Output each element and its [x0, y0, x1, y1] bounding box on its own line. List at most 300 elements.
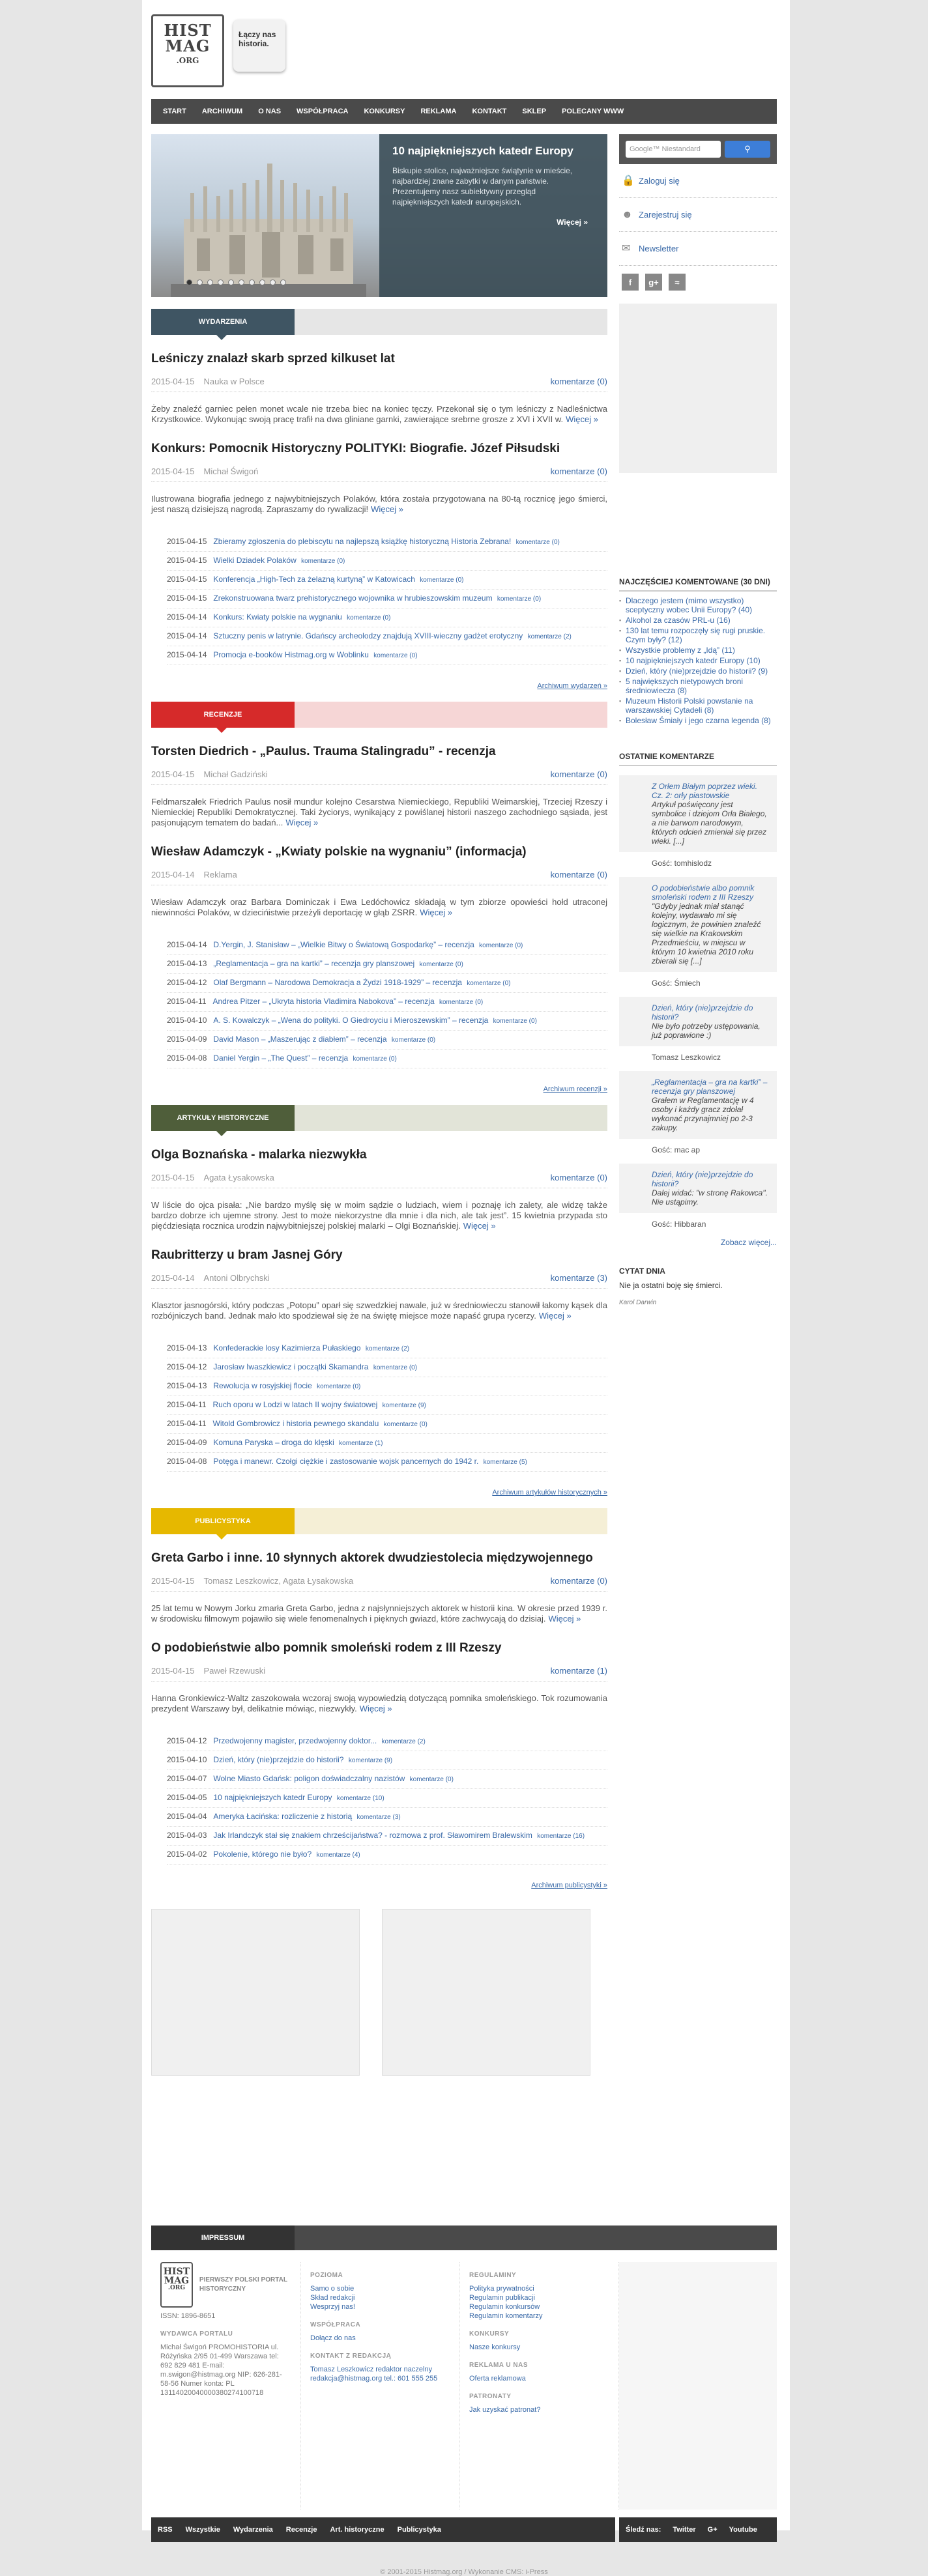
nav-item[interactable]: ARCHIWUM: [201, 107, 243, 115]
register-link[interactable]: [619, 198, 777, 232]
article-meta: [151, 1666, 607, 1682]
list-link[interactable]: Sztuczny penis w latrynie. Gdańscy archeolodzy znajdują XVIII-wieczny gadżet erotyczny: [213, 631, 523, 640]
list-comments[interactable]: komentarze (0): [353, 1055, 397, 1063]
comment-box: [619, 1071, 777, 1139]
list-comments[interactable]: komentarze (0): [439, 999, 484, 1006]
excerpt-text: Klasztor jasnogórski, który podczas „Potopu” oparł się szwedzkiej nawale, już w średniowieczu stanowił łakomy kąsek dla rozbójniczych band. Jednak mało kto spodziewał się że na świętę miejsce może napaść grupa rycerzy.: [151, 1300, 607, 1321]
footer-link[interactable]: Regulamin konkursów: [469, 2303, 540, 2311]
list-link[interactable]: 10 najpiękniejszych katedr Europy: [213, 1793, 332, 1802]
see-more-link[interactable]: Zobacz więcej...: [720, 1238, 777, 1247]
article-title[interactable]: O podobieństwie albo pomnik smoleński rodem z III Rzeszy: [151, 1641, 502, 1655]
most-commented-item[interactable]: ▪ Dlaczego jestem (mimo wszystko) sceptyczny wobec Unii Europy? (40): [619, 595, 777, 615]
article-meta: [151, 870, 607, 885]
nav-item[interactable]: POLECANY WWW: [562, 107, 624, 115]
article-date-author: [151, 466, 258, 476]
article-title[interactable]: Torsten Diedrich - „Paulus. Trauma Stalingradu” - recenzja: [151, 745, 496, 758]
list-link[interactable]: A. S. Kowalczyk – „Wena do polityki. O Giedroyciu i Mieroszewskim” – recenzja: [213, 1016, 489, 1025]
footer-bottom-link[interactable]: Art. historyczne: [330, 2526, 384, 2534]
list-item: [167, 1827, 607, 1846]
footer-columns: [151, 2262, 777, 2510]
nav-item[interactable]: KONKURSY: [364, 107, 405, 115]
article-title[interactable]: Leśniczy znalazł skarb sprzed kilkuset lat: [151, 352, 395, 365]
footer-link[interactable]: Regulamin publikacji: [469, 2294, 535, 2302]
list-date: 2015-04-14: [167, 612, 207, 622]
list-comments[interactable]: komentarze (0): [420, 577, 464, 584]
slider-title[interactable]: 10 najpiękniejszych katedr Europy: [392, 145, 573, 157]
list-item: [167, 646, 607, 665]
footer-bottom-link[interactable]: Wydarzenia: [233, 2526, 273, 2534]
list-link[interactable]: Jarosław Iwaszkiewicz i początki Skamandra: [213, 1362, 369, 1371]
list-link[interactable]: Konfederackie losy Kazimierza Pułaskiego: [213, 1343, 361, 1352]
article-excerpt: [151, 897, 607, 918]
most-commented-item[interactable]: ▪ Muzeum Historii Polski powstanie na warszawskiej Cytadeli (8): [619, 696, 777, 715]
list-item: [167, 1770, 607, 1789]
last-comments: [619, 775, 777, 1229]
article-date: 2015-04-15: [151, 769, 195, 779]
list-link[interactable]: Pokolenie, którego nie było?: [213, 1850, 312, 1859]
list-comments[interactable]: komentarze (2): [381, 1738, 426, 1745]
article-date: 2015-04-15: [151, 1666, 195, 1676]
nav-item[interactable]: KONTAKT: [472, 107, 507, 115]
list-comments[interactable]: komentarze (16): [537, 1833, 585, 1840]
slider-dot[interactable]: [197, 279, 203, 285]
list-comments[interactable]: komentarze (0): [409, 1776, 454, 1783]
logo-line-1: HIST: [164, 21, 212, 40]
excerpt-text: Wiesław Adamczyk oraz Barbara Dominiczak i Ewa Ledóchowicz składają w tym zbiorze opowieści hołd utraconej niewinności Polaków, w dziecińistwie przeżyli deportację w głąb ZSRR.: [151, 897, 607, 917]
footer-link[interactable]: Samo o sobie: [310, 2285, 355, 2293]
footer-link[interactable]: Skład redakcji: [310, 2294, 355, 2302]
article-date: 2015-04-14: [151, 870, 195, 880]
list-link[interactable]: Przedwojenny magister, przedwojenny doktor...: [213, 1736, 377, 1745]
list-date: 2015-04-08: [167, 1457, 207, 1466]
footer-bottom-link[interactable]: Wszystkie: [185, 2526, 220, 2534]
article-excerpt: [151, 1603, 607, 1624]
article-title[interactable]: Olga Boznańska - malarka niezwykła: [151, 1148, 367, 1162]
ad-slot[interactable]: [151, 1909, 360, 2076]
footer-heading: REGULAMINY: [469, 2272, 517, 2279]
list-link[interactable]: Zrekonstruowana twarz prehistorycznego wojownika w hrubieszowskim muzeum: [213, 594, 493, 603]
follow-link[interactable]: Youtube: [729, 2526, 757, 2534]
list-link[interactable]: Ruch oporu w Lodzi w latach II wojny światowej: [212, 1400, 378, 1409]
section-label[interactable]: RECENZJE: [151, 702, 295, 728]
list-link[interactable]: Konkurs: Kwiaty polskie na wygnaniu: [213, 612, 342, 622]
main-column: [151, 134, 607, 2076]
section-bar-fill: [295, 309, 607, 335]
article-title[interactable]: Raubritterzy u bram Jasnej Góry: [151, 1248, 343, 1262]
logo-line-2: MAG: [165, 36, 210, 55]
list-date: 2015-04-14: [167, 940, 207, 949]
list-item: [167, 993, 607, 1012]
article-date-author: [151, 769, 268, 779]
footer-col-empty: [619, 2262, 777, 2510]
section-bar-fill: [295, 1508, 607, 1534]
comments-link[interactable]: komentarze (0): [550, 1576, 607, 1586]
list-date: 2015-04-10: [167, 1016, 207, 1025]
footer-link[interactable]: Tomasz Leszkowicz redaktor naczelny redakcja@histmag.org tel.: 601 555 255: [310, 2366, 438, 2383]
read-more-link[interactable]: Więcej »: [538, 1311, 572, 1321]
tagline-badge: Łączy nas historia.: [233, 20, 285, 72]
quote-text: Nie ja ostatni boję się śmierci.: [619, 1281, 723, 1290]
list-date: 2015-04-15: [167, 575, 207, 584]
list-link[interactable]: Zbieramy zgłoszenia do plebiscytu na najlepszą książkę historyczną Historia Zebrana!: [213, 537, 512, 546]
footer-link[interactable]: Wesprzyj nas!: [310, 2303, 355, 2311]
article-meta: [151, 769, 607, 785]
excerpt-text: Hanna Gronkiewicz-Waltz zaszokowała wczoraj swoją wypowiedzią dotyczącą pomnika smoleńskiego. Tok rozumowania prezydent Warszawy był, delikatnie mówiąc, niezwykły.: [151, 1693, 607, 1713]
read-more-link[interactable]: Więcej »: [566, 414, 598, 424]
list-date: 2015-04-12: [167, 978, 207, 987]
footer-link[interactable]: Dołącz do nas: [310, 2334, 356, 2342]
featured-slider[interactable]: [151, 134, 607, 297]
list-comments[interactable]: komentarze (0): [383, 1421, 428, 1428]
list-date: 2015-04-03: [167, 1831, 207, 1840]
list-item: [167, 1808, 607, 1827]
list-item: [167, 1434, 607, 1453]
comment-article-link[interactable]: „Reglamentacja – gra na kartki” – recenzja gry planszowej: [652, 1078, 768, 1096]
most-commented-item[interactable]: ▪ Dzień, który (nie)przejdzie do historii? (9): [619, 666, 777, 676]
nav-item[interactable]: REKLAMA: [420, 107, 457, 115]
article-date-author: [151, 377, 265, 386]
list-link[interactable]: Olaf Bergmann – Narodowa Demokracja a Żydzi 1918-1929” – recenzja: [213, 978, 462, 987]
list-date: 2015-04-15: [167, 537, 207, 546]
archive-link[interactable]: Archiwum recenzji »: [543, 1085, 607, 1093]
nav-item[interactable]: START: [163, 107, 186, 115]
comment-text: "Gdyby jednak miał stanąć kolejny, wydawało mi się logicznym, że powinien znaleźć się wielkie na Krakowskim Przedmieściu, w miejscu w którym 10 kwietnia 2010 roku zbierali się [...]: [652, 902, 761, 966]
slider-dot[interactable]: [207, 279, 213, 285]
list-comments[interactable]: komentarze (0): [373, 1364, 418, 1371]
article-list: [167, 936, 607, 1068]
comment-article-link[interactable]: O podobieństwie albo pomnik smoleński rodem z III Rzeszy: [652, 883, 755, 902]
quote-author: Karol Darwin: [619, 1299, 657, 1306]
comment-author: Tomasz Leszkowicz: [652, 1053, 721, 1062]
article-date-author: [151, 870, 237, 880]
article-meta: [151, 1576, 607, 1592]
slider-text: Biskupie stolice, najważniejsze świątynie w mieście, najbardziej znane zabytki w danym państwie. Prezentujemy nasz subiektywny przegląd najpiękniejszych katedr europejskich.: [392, 166, 573, 207]
list-item: [167, 936, 607, 955]
list-link[interactable]: Jak Irlandczyk stał się znakiem chrześcijaństwa? - rozmowa z prof. Sławomirem Bralewskim: [213, 1831, 532, 1840]
list-comments[interactable]: komentarze (0): [479, 942, 523, 949]
list-item: [167, 1846, 607, 1865]
list-date: 2015-04-07: [167, 1774, 207, 1783]
register-label: Zarejestruj się: [639, 210, 692, 220]
section-bar: [151, 1105, 607, 1131]
section-label[interactable]: WYDARZENIA: [151, 309, 295, 335]
list-link[interactable]: Konferencja „High-Tech za żelazną kurtyną” w Katowicach: [213, 575, 415, 584]
footer-tagline: PIERWSZY POLSKI PORTAL HISTORYCZNY: [199, 2276, 287, 2293]
nav-item[interactable]: WSPÓŁPRACA: [297, 107, 349, 115]
footer-link[interactable]: Nasze konkursy: [469, 2343, 521, 2351]
article-date-author: [151, 1173, 274, 1182]
publisher-heading: WYDAWCA PORTALU: [160, 2330, 233, 2338]
list-item: [167, 1732, 607, 1751]
footer-heading: REKLAMA U NAS: [469, 2362, 529, 2369]
list-comments[interactable]: komentarze (0): [419, 961, 463, 968]
most-commented-item[interactable]: ▪ 130 lat temu rozpoczęły się rugi pruskie. Czym były? (12): [619, 625, 777, 645]
list-link[interactable]: Dzień, który (nie)przejdzie do historii?: [213, 1755, 344, 1764]
search-icon: ⚲: [744, 144, 751, 154]
comments-link[interactable]: komentarze (1): [550, 1666, 607, 1676]
comments-link[interactable]: komentarze (0): [550, 1173, 607, 1182]
list-link[interactable]: Promocja e-booków Histmag.org w Woblinku: [213, 650, 369, 659]
list-item: [167, 571, 607, 590]
article-title[interactable]: Greta Garbo i inne. 10 słynnych aktorek dwudziestolecia międzywojennego: [151, 1551, 593, 1565]
footer-bottom: [151, 2517, 777, 2542]
article-author: Paweł Rzewuski: [203, 1666, 266, 1676]
rss-icon[interactable]: ≈: [669, 274, 686, 291]
list-link[interactable]: Rewolucja w rosyjskiej flocie: [213, 1381, 312, 1390]
article-list: [167, 533, 607, 665]
list-date: 2015-04-08: [167, 1053, 207, 1063]
article-excerpt: [151, 1300, 607, 1321]
most-commented-item[interactable]: ▪ 5 największych nietypowych broni średniowiecza (8): [619, 676, 777, 696]
search-box: [619, 134, 777, 164]
article-meta: [151, 466, 607, 482]
section-bar: [151, 309, 607, 335]
footer-heading: POZIOMA: [310, 2272, 343, 2279]
article-excerpt: [151, 1693, 607, 1714]
list-comments[interactable]: komentarze (0): [317, 1383, 361, 1390]
archive-link[interactable]: Archiwum wydarzeń »: [537, 682, 607, 690]
excerpt-text: Ilustrowana biografia jednego z najwybitniejszych Polaków, która została przygotowana na 80-tą rocznicę jego śmierci, jest naszą dzisiejszą nagrodą. Zapraszamy do rywalizacji!: [151, 494, 607, 514]
comment-author: Gość: Hibbaran: [652, 1220, 706, 1229]
comments-link[interactable]: komentarze (0): [550, 377, 607, 386]
ad-slot[interactable]: [382, 1909, 590, 2076]
list-date: 2015-04-02: [167, 1850, 207, 1859]
comment-article-link[interactable]: Z Orłem Białym poprzez wieki. Cz. 2: orły piastowskie: [652, 782, 758, 800]
section-label[interactable]: PUBLICYSTYKA: [151, 1508, 295, 1534]
search-button[interactable]: [725, 141, 770, 158]
nav-item[interactable]: O NAS: [258, 107, 282, 115]
excerpt-text: Żeby znaleźć garniec pełen monet wcale nie trzeba biec na koniec tęczy. Przekonał się o tym leśniczy z Nadleśnictwa Krzystkowice. Wykonując swoją pracę trafił na dwa gliniane garnki, zawierające srebrne grosze z XVI i XVII w.: [151, 404, 607, 424]
list-comments[interactable]: komentarze (2): [365, 1345, 410, 1352]
list-date: 2015-04-09: [167, 1438, 207, 1447]
list-comments[interactable]: komentarze (0): [301, 558, 345, 565]
slider-dot[interactable]: [270, 279, 276, 285]
list-item: [167, 1031, 607, 1050]
list-date: 2015-04-04: [167, 1812, 207, 1821]
list-date: 2015-04-13: [167, 1343, 207, 1352]
list-comments[interactable]: komentarze (0): [467, 980, 511, 987]
footer-bottom-link[interactable]: Publicystyka: [397, 2526, 441, 2534]
slider-dot[interactable]: [259, 279, 265, 285]
copyright: © 2001-2015 Histmag.org / Wykonanie CMS: i-Press: [380, 2568, 548, 2576]
article-excerpt: [151, 1200, 607, 1231]
list-comments[interactable]: komentarze (3): [356, 1814, 401, 1821]
slider-more-link[interactable]: Więcej »: [557, 218, 588, 227]
issn: ISSN: 1896-8651: [160, 2312, 216, 2320]
list-date: 2015-04-11: [167, 997, 207, 1006]
article-excerpt: [151, 797, 607, 828]
section-bar-fill: [295, 702, 607, 728]
sidebar-ad[interactable]: [619, 304, 777, 473]
read-more-link[interactable]: Więcej »: [463, 1221, 496, 1231]
publisher-info: Michał Świgoń PROMOHISTORIA ul. Różyńska 2/95 01-499 Warszawa tel: 692 829 481 E-mail: m.swigon@histmag.org NIP: 626-281-58-56 Numer konta: PL 13114020040000380274100718: [160, 2343, 282, 2397]
footer-logo-line-3: .ORG: [167, 2285, 186, 2291]
list-comments[interactable]: komentarze (0): [515, 539, 560, 546]
most-commented-item[interactable]: ▪ Alkohol za czasów PRL-u (16): [619, 615, 777, 625]
article-meta: [151, 377, 607, 392]
list-date: 2015-04-14: [167, 631, 207, 640]
social-icons: [619, 266, 777, 298]
slider-dot[interactable]: [228, 279, 234, 285]
list-comments[interactable]: komentarze (9): [382, 1402, 426, 1409]
most-commented-item[interactable]: ▪ Wszystkie problemy z „Idą” (11): [619, 645, 777, 655]
read-more-link[interactable]: Więcej »: [548, 1614, 581, 1624]
archive-link[interactable]: Archiwum publicystyki »: [531, 1882, 607, 1889]
article-excerpt: [151, 494, 607, 515]
list-item: [167, 1012, 607, 1031]
slider-dot[interactable]: [186, 279, 192, 285]
list-comments[interactable]: komentarze (0): [497, 595, 542, 603]
list-date: 2015-04-12: [167, 1736, 207, 1745]
article-title[interactable]: Wiesław Adamczyk - „Kwiaty polskie na wygnaniu” (informacja): [151, 845, 527, 859]
footer-heading: KONTAKT Z REDAKCJĄ: [310, 2353, 392, 2360]
ad-slots: [151, 1909, 607, 2076]
footer-col-about: [301, 2262, 460, 2510]
lock-icon: 🔒: [622, 175, 635, 186]
article-date-author: [151, 1576, 353, 1586]
comment-text: Dalej widać: "w stronę Rakowca". Nie ustąpimy.: [652, 1188, 768, 1207]
section-label[interactable]: ARTYKUŁY HISTORYCZNE: [151, 1105, 295, 1131]
list-link[interactable]: D.Yergin, J. Stanisław – „Wielkie Bitwy o Światową Gospodarkę” – recenzja: [213, 940, 474, 949]
page-wrapper: [142, 0, 790, 2576]
comment-article-link[interactable]: Dzień, który (nie)przejdzie do historii?: [652, 1003, 753, 1022]
comment-quote: [652, 883, 768, 966]
article-meta: [151, 1173, 607, 1188]
login-label: Zaloguj się: [639, 176, 680, 186]
list-item: [167, 1339, 607, 1358]
list-item: [167, 552, 607, 571]
slider-dots[interactable]: [186, 279, 286, 285]
header: [151, 9, 781, 94]
footer-link[interactable]: Jak uzyskać patronat?: [469, 2406, 541, 2414]
list-item: [167, 1751, 607, 1770]
search-input[interactable]: Google™ Niestandard: [626, 141, 721, 158]
newsletter-link[interactable]: [619, 232, 777, 266]
archive-link[interactable]: Archiwum artykułów historycznych »: [492, 1489, 607, 1496]
comment-author: Gość: tomhislodz: [652, 859, 712, 868]
slider-dot[interactable]: [280, 279, 286, 285]
list-link[interactable]: Daniel Yergin – „The Quest” – recenzja: [213, 1053, 349, 1063]
footer-col-rules: [460, 2262, 619, 2510]
list-link[interactable]: Wolne Miasto Gdańsk: poligon doświadczalny nazistów: [213, 1774, 405, 1783]
read-more-link[interactable]: Więcej »: [285, 818, 319, 827]
list-comments[interactable]: komentarze (2): [527, 633, 572, 640]
list-comments[interactable]: komentarze (9): [348, 1757, 393, 1764]
most-commented-heading: NAJCZĘŚCIEJ KOMENTOWANE (30 DNI): [619, 577, 777, 592]
user-icon: ☻: [622, 208, 633, 220]
article-title[interactable]: Konkurs: Pomocnik Historyczny POLITYKI: Biografie. Józef Piłsudski: [151, 442, 560, 455]
site-logo[interactable]: [151, 14, 224, 87]
article-author: Tomasz Leszkowicz, Agata Łysakowska: [203, 1576, 354, 1586]
list-item: [167, 1415, 607, 1434]
list-link[interactable]: Potęga i manewr. Czołgi ciężkie i zastosowanie wojsk pancernych do 1942 r.: [213, 1457, 479, 1466]
article-excerpt: [151, 404, 607, 425]
login-link[interactable]: [619, 164, 777, 198]
list-date: 2015-04-09: [167, 1035, 207, 1044]
nav-item[interactable]: SKLEP: [522, 107, 547, 115]
list-date: 2015-04-14: [167, 650, 207, 659]
most-commented-item[interactable]: ▪ Bolesław Śmiały i jego czarna legenda (8): [619, 715, 777, 726]
footer-logo-line-1: HIST: [163, 2267, 190, 2277]
footer-col-publisher: [151, 2262, 301, 2510]
sections: [151, 309, 607, 1889]
follow-link[interactable]: Twitter: [673, 2526, 696, 2534]
footer-bottom-link[interactable]: Recenzje: [285, 2526, 317, 2534]
list-item: [167, 590, 607, 608]
read-more-link[interactable]: Więcej »: [359, 1704, 392, 1713]
article-date: 2015-04-15: [151, 1173, 195, 1182]
list-link[interactable]: Wielki Dziadek Polaków: [213, 556, 297, 565]
slider-dot[interactable]: [218, 279, 224, 285]
list-comments[interactable]: komentarze (0): [493, 1018, 537, 1025]
footer: [151, 2225, 777, 2576]
list-comments[interactable]: komentarze (1): [339, 1440, 383, 1447]
article-author: Agata Łysakowska: [203, 1173, 274, 1182]
article-meta: [151, 1273, 607, 1289]
list-date: 2015-04-15: [167, 556, 207, 565]
follow-link[interactable]: G+: [707, 2526, 718, 2534]
comment-quote: [652, 1170, 768, 1207]
list-comments[interactable]: komentarze (0): [373, 652, 418, 659]
list-comments[interactable]: komentarze (0): [391, 1037, 436, 1044]
list-link[interactable]: David Mason – „Maszerując z diabłem” – recenzja: [213, 1035, 387, 1044]
list-link[interactable]: Ameryka Łacińska: rozliczenie z historią: [213, 1812, 353, 1821]
footer-link[interactable]: Polityka prywatności: [469, 2285, 534, 2293]
comment-author: Gość: mac ap: [652, 1145, 701, 1154]
slider-dot[interactable]: [249, 279, 255, 285]
list-comments[interactable]: komentarze (5): [483, 1459, 527, 1466]
comment-quote: [652, 1003, 768, 1040]
comments-link[interactable]: komentarze (3): [550, 1273, 607, 1283]
article-list: [167, 1339, 607, 1472]
comment-text: Artykuł poświęcony jest symbolice i dziejom Orła Białego, a nie barwom narodowym, których odcień zmieniał się przez wieki. [...]: [652, 800, 767, 846]
footer-bottom-link[interactable]: RSS: [158, 2526, 173, 2534]
facebook-icon[interactable]: f: [622, 274, 639, 291]
comments-link[interactable]: komentarze (0): [550, 870, 607, 880]
comments-link[interactable]: komentarze (0): [550, 769, 607, 779]
slider-caption: [379, 134, 607, 297]
comment-box: [619, 775, 777, 852]
read-more-link[interactable]: Więcej »: [371, 504, 403, 514]
list-comments[interactable]: komentarze (0): [347, 614, 391, 622]
article-author: Nauka w Polsce: [203, 377, 265, 386]
footer-logo[interactable]: [160, 2262, 193, 2308]
footer-link[interactable]: Oferta reklamowa: [469, 2375, 526, 2383]
footer-heading: WSPÓŁPRACA: [310, 2321, 361, 2328]
list-date: 2015-04-13: [167, 1381, 207, 1390]
quote-heading: CYTAT DNIA: [619, 1267, 665, 1276]
most-commented-item[interactable]: ▪ 10 najpiękniejszych katedr Europy (10): [619, 655, 777, 666]
list-link[interactable]: Andrea Pitzer – „Ukryta historia Vladimira Nabokova” – recenzja: [212, 997, 435, 1006]
slider-dot[interactable]: [239, 279, 244, 285]
article-date: 2015-04-15: [151, 466, 195, 476]
footer-link[interactable]: Regulamin komentarzy: [469, 2312, 543, 2320]
googleplus-icon[interactable]: g+: [645, 274, 662, 291]
list-comments[interactable]: komentarze (10): [336, 1795, 384, 1802]
comments-link[interactable]: komentarze (0): [550, 466, 607, 476]
list-link[interactable]: Witold Gombrowicz i historia pewnego skandalu: [212, 1419, 379, 1428]
comment-article-link[interactable]: Dzień, który (nie)przejdzie do historii?: [652, 1170, 753, 1188]
list-link[interactable]: „Reglamentacja – gra na kartki” – recenzja gry planszowej: [213, 959, 415, 968]
list-link[interactable]: Komuna Paryska – droga do klęski: [213, 1438, 334, 1447]
article-author: Michał Świgoń: [203, 466, 259, 476]
read-more-link[interactable]: Więcej »: [420, 908, 453, 917]
list-item: [167, 533, 607, 552]
footer-bar: [151, 2225, 777, 2250]
list-comments[interactable]: komentarze (4): [316, 1852, 360, 1859]
most-commented-list: [619, 595, 777, 726]
list-item: [167, 608, 607, 627]
